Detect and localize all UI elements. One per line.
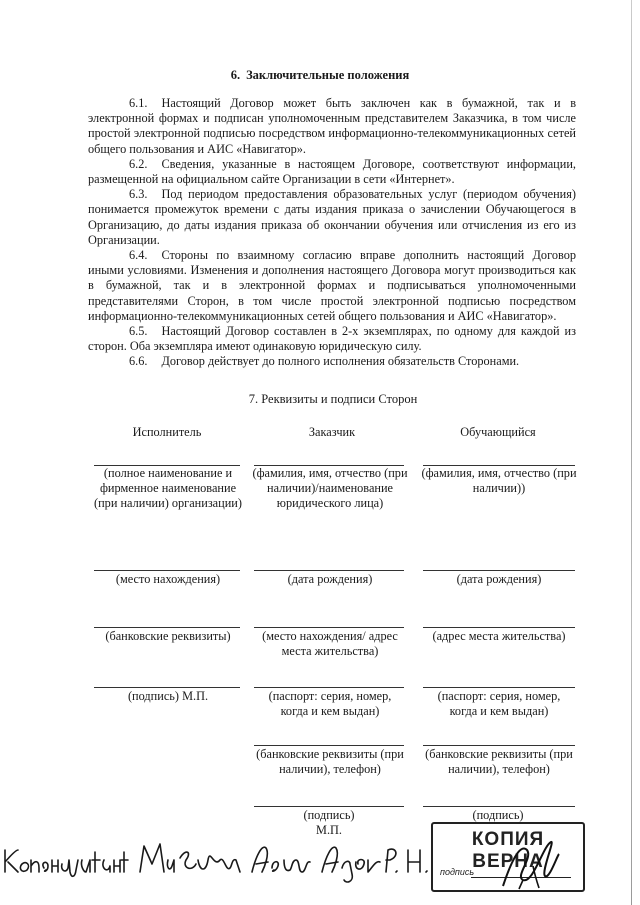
customer-passport-caption: (паспорт: серия, номер, когда и кем выдан) (268, 689, 392, 718)
executor-signature-caption: (подпись) М.П. (127, 689, 209, 703)
student-bank-caption: (банковские реквизиты (при наличии), телефон) (425, 747, 573, 776)
signature-line (254, 745, 404, 746)
clause-number: 6.4. (129, 248, 148, 263)
clause-6-1 (88, 96, 576, 157)
signature-line (254, 687, 404, 688)
signature-line (423, 627, 575, 628)
student-name-caption: (фамилия, имя, отчество (при наличии)) (421, 466, 577, 495)
customer-signature-caption: (подпись) М.П. (303, 808, 355, 837)
stamp-signature-icon (493, 836, 563, 890)
clause-number: 6.6. (129, 354, 148, 369)
clause-6-4 (88, 248, 576, 324)
clause-number: 6.2. (129, 156, 148, 171)
signature-line (254, 570, 404, 571)
clause-6-2 (88, 157, 576, 187)
customer-address-caption: (место нахождения/ адрес места жительства) (262, 629, 398, 658)
student-signature-caption: (подпись) (472, 808, 524, 822)
signature-line (254, 806, 404, 807)
executor-location-caption: (место нахождения) (115, 572, 221, 586)
signature-line (94, 627, 240, 628)
signature-line (423, 687, 575, 688)
signature-line (423, 806, 575, 807)
customer-name-caption: (фамилия, имя, отчество (при наличии)/наименование юридического лица) (252, 466, 408, 510)
signature-line (423, 745, 575, 746)
clause-number: 6.5. (129, 324, 148, 339)
handwritten-consultant-signature-icon (0, 838, 430, 898)
student-address-caption: (адрес места жительства) (432, 629, 566, 643)
clause-number: 6.1. (129, 96, 148, 110)
clause-text: Договор действует до полного исполнения обязательств Сторонами. (161, 354, 520, 369)
customer-bank-caption: (банковские реквизиты (при наличии), телефон) (256, 747, 404, 776)
copy-certified-stamp (431, 822, 585, 892)
section-6-clauses (88, 96, 576, 370)
section-6-heading: Заключительные положения (246, 68, 410, 82)
signature-line (94, 687, 240, 688)
customer-heading: Заказчик (308, 425, 356, 439)
signature-line (423, 570, 575, 571)
section-6-title (0, 68, 640, 83)
executor-name-caption: (полное наименование и фирменное наименование (при наличии) организации) (94, 466, 242, 510)
clause-text: Стороны по взаимному согласию вправе дополнить настоящий Договор иными условиями. Изменения и дополнения настоящего Договора могут производиться как в бумажной, так и в электронной формах и подписываться уполномоченными представителями Сторон, в том числе простой электронной подписью посредством информационно-телекоммуникационных сетей общего пользования и АИС «Навигатор». (88, 248, 576, 323)
clause-text: Под периодом предоставления образовательных услуг (периодом обучения) понимается промежуток времени с даты издания приказа о зачислении Обучающегося в Организацию, до даты издания приказа об окончании обучения или отчисления из его из Организации. (88, 187, 576, 247)
clause-6-5 (88, 324, 576, 354)
stamp-title: КОПИЯ ВЕРНА (471, 829, 545, 872)
customer-birthdate-caption: (дата рождения) (287, 572, 373, 586)
clause-number: 6.3. (129, 187, 148, 202)
clause-text: Сведения, указанные в настоящем Договоре, соответствуют информации, размещенной на официальном сайте Организации в сети «Интернет». (88, 156, 576, 187)
stamp-signature-label: подпись (440, 867, 475, 877)
student-passport-caption: (паспорт: серия, номер, когда и кем выдан) (437, 689, 561, 718)
signature-line (254, 627, 404, 628)
clause-text: Настоящий Договор может быть заключен как в бумажной, так и в электронной формах и подписан уполномоченным представителем Заказчика, в том числе простой электронной подписью посредством информационно-телекоммуникационных сетей общего пользования и АИС «Навигатор». (88, 96, 576, 156)
student-heading: Обучающийся (460, 425, 536, 439)
executor-heading: Исполнитель (132, 425, 202, 439)
signature-line (94, 570, 240, 571)
clause-6-6 (88, 354, 576, 369)
section-7-title: 7. Реквизиты и подписи Сторон (248, 392, 418, 406)
section-6-number: 6. (230, 68, 241, 82)
clause-6-3 (88, 187, 576, 248)
page-edge (631, 0, 632, 905)
executor-bank-caption: (банковские реквизиты) (105, 629, 231, 643)
clause-text: Настоящий Договор составлен в 2-х экземплярах, по одному для каждой из сторон. Оба экземпляра имеют одинаковую юридическую силу. (88, 324, 576, 354)
student-birthdate-caption: (дата рождения) (456, 572, 542, 586)
